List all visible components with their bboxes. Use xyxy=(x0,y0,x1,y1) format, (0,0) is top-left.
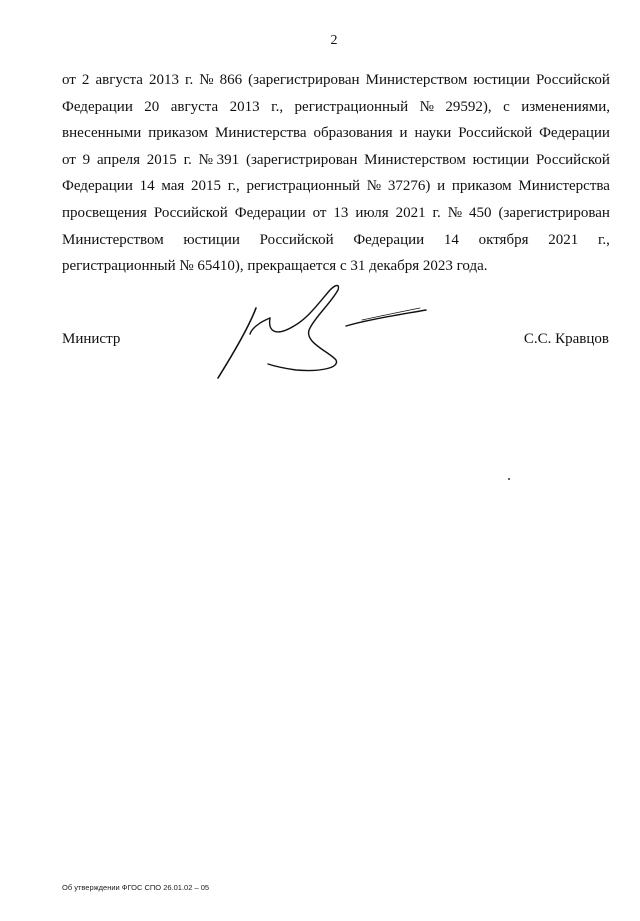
word: августа xyxy=(170,98,219,115)
word: мая xyxy=(161,178,185,195)
word: от xyxy=(62,151,76,168)
word: Федерации xyxy=(234,204,306,221)
signatory-name: С.С. Кравцов xyxy=(523,331,609,347)
word: Российской xyxy=(259,231,334,248)
word: Российской xyxy=(535,72,610,88)
word: апреля xyxy=(96,151,140,168)
word: 450 xyxy=(469,204,492,221)
word: (зарегистрирован xyxy=(245,151,358,168)
text-line xyxy=(62,227,610,254)
footer-note: Об утверждении ФГОС СПО 26.01.02 – 05 xyxy=(62,883,210,892)
word: Федерации xyxy=(62,98,133,115)
word: и xyxy=(399,125,408,142)
word: г. xyxy=(183,151,192,168)
word: Министерством xyxy=(364,151,466,168)
word: науки xyxy=(414,125,452,142)
word: от xyxy=(312,204,327,221)
word: 2013 xyxy=(148,72,179,88)
word: Федерации xyxy=(62,178,133,195)
word: № 391 xyxy=(198,151,240,168)
word: г. xyxy=(185,72,194,88)
word: г., xyxy=(227,178,240,195)
page-number: 2 xyxy=(330,33,338,48)
word: просвещения xyxy=(62,204,147,221)
word: 37276) xyxy=(387,178,431,195)
word: Российской xyxy=(536,151,610,168)
word: 2015 xyxy=(146,151,177,168)
word: 2015 xyxy=(191,178,221,195)
word: юстиции xyxy=(473,72,530,88)
word: регистрационный xyxy=(294,98,409,115)
word: Федерации xyxy=(539,125,610,142)
word: Федерации xyxy=(353,231,425,248)
word: № xyxy=(447,204,463,221)
word: Министерством xyxy=(365,72,468,88)
word: г., xyxy=(597,231,610,248)
text-line xyxy=(62,173,610,200)
word: регистрационный xyxy=(246,178,361,195)
word: июля xyxy=(355,204,389,221)
word: образования xyxy=(313,125,393,142)
word: г. xyxy=(432,204,441,221)
word: приказом xyxy=(451,178,512,195)
word: Министерства xyxy=(215,125,307,142)
word: 14 xyxy=(443,231,459,248)
text-line xyxy=(62,120,610,147)
word: № xyxy=(366,178,382,195)
handwritten-signature xyxy=(210,282,430,382)
scan-speck xyxy=(508,478,510,480)
text-line xyxy=(62,200,610,227)
word: 866 xyxy=(219,72,243,88)
text-line xyxy=(62,67,610,94)
word: Министерства xyxy=(518,178,610,195)
word: Министерством xyxy=(62,231,164,248)
word: августа xyxy=(95,72,143,88)
word: от xyxy=(62,72,76,88)
word: (зарегистрирован xyxy=(498,204,610,221)
word: приказом xyxy=(148,125,209,142)
word: юстиции xyxy=(183,231,240,248)
word: изменениями, xyxy=(521,98,610,115)
word: 9 xyxy=(82,151,91,168)
word: 20 xyxy=(144,98,160,115)
word: 2021 xyxy=(395,204,426,221)
word: юстиции xyxy=(472,151,530,168)
word: 2013 xyxy=(229,98,260,115)
text-line-last: регистрационный № 65410), прекращается с 31 декабря 2023 года. xyxy=(62,258,488,275)
word: г., xyxy=(271,98,284,115)
word: 2021 xyxy=(548,231,579,248)
word: № xyxy=(199,72,214,88)
word: внесенными xyxy=(62,125,142,142)
word: (зарегистрирован xyxy=(248,72,360,88)
document-body xyxy=(62,67,610,280)
word: и xyxy=(437,178,446,195)
word: с xyxy=(503,98,510,115)
word: октября xyxy=(478,231,529,248)
word: 29592), xyxy=(445,98,492,115)
word: Российской xyxy=(153,204,228,221)
word: 14 xyxy=(139,178,155,195)
word: 13 xyxy=(333,204,349,221)
word: 2 xyxy=(81,72,90,88)
signatory-role: Министр xyxy=(62,331,121,347)
word: Российской xyxy=(458,125,533,142)
word: № xyxy=(419,98,434,115)
text-line xyxy=(62,147,610,174)
text-line xyxy=(62,94,610,121)
